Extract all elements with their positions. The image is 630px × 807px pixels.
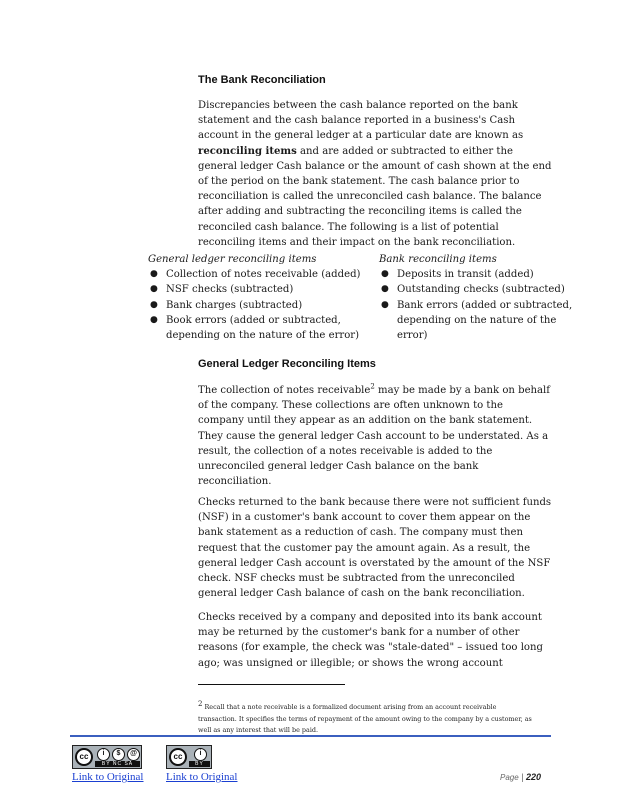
text-line: account in the general ledger at a particular date are known as (198, 130, 524, 142)
bullet-icon: ● (150, 269, 158, 280)
bold-term: reconciling items (198, 145, 297, 157)
text-line: reconciliation. (198, 476, 272, 488)
page-label: Page (500, 773, 519, 782)
bullet-icon: ● (381, 284, 389, 295)
text-line: They cause the general ledger Cash account to be understated. As a (198, 430, 549, 442)
link-to-original-1[interactable]: Link to Original (72, 771, 144, 783)
footnote-ref[interactable]: 2 (370, 382, 375, 391)
text-line: general ledger Cash account is overstated by the amount of the NSF (198, 557, 551, 569)
text-line: of the company. These collections are often unknown to the (198, 400, 503, 412)
list-item-text: Book errors (added or subtracted, (166, 314, 341, 326)
section-heading-gl-reconciling-items: General Ledger Reconciling Items (198, 358, 376, 370)
page-separator: | (518, 772, 527, 782)
list-item-text: Outstanding checks (subtracted) (397, 284, 565, 296)
text-fragment: and are added or subtracted to either the (296, 145, 513, 157)
bullet-list (148, 267, 363, 343)
footnote-separator (198, 684, 345, 685)
text-line (198, 383, 576, 398)
list-item (379, 282, 579, 297)
list-item (148, 267, 363, 282)
text-line (198, 144, 576, 159)
bullet-list (379, 267, 579, 343)
text-fragment: Recall that a note receivable is a formalized document arising from an account receivable (202, 703, 497, 711)
text-line: Discrepancies between the cash balance reported on the bank (198, 100, 518, 111)
sharealike-icon: @ (127, 748, 140, 761)
list-item-text: Bank charges (subtracted) (166, 299, 303, 311)
bullet-icon: ● (150, 314, 158, 325)
text-line: of the period on the bank statement. The cash balance prior to (198, 176, 520, 188)
nsf-checks-paragraph (198, 495, 576, 601)
bullet-icon: ● (381, 299, 389, 310)
column-title: General ledger reconciling items (148, 254, 317, 265)
list-item (148, 282, 363, 297)
noncommercial-icon: $ (112, 748, 125, 761)
cc-logo-icon: cc (169, 748, 187, 766)
bullet-icon: ● (381, 269, 389, 280)
cc-logo-icon: cc (75, 748, 93, 766)
text-fragment: The collection of notes receivable (198, 385, 371, 396)
bullet-icon: ● (150, 284, 158, 295)
text-line: Checks received by a company and deposited into its bank account (198, 612, 542, 623)
text-line: transaction. It specifies the terms of repayment of the amount owing to the company by a customer, as (198, 714, 532, 723)
cc-by-badge-icon[interactable] (166, 745, 212, 769)
text-line: general ledger Cash balance or the amount of cash shown at the end (198, 160, 552, 172)
attribution-icon: i (194, 748, 207, 761)
section-heading-bank-reconciliation: The Bank Reconciliation (198, 74, 326, 86)
text-line: company until they appear as an addition on the bank statement. (198, 415, 533, 427)
text-line: Checks returned to the bank because there were not sufficient funds (198, 497, 552, 508)
text-line: reasons (for example, the check was "stale-dated" – issued too long (198, 642, 543, 654)
text-line: request that the customer pay the amount again. As a result, the (198, 542, 531, 554)
text-line: result, the collection of a notes receivable is added to the (198, 445, 493, 457)
footer-divider (70, 735, 551, 737)
page-number-value: 220 (526, 772, 542, 782)
list-item-text: error) (397, 330, 428, 342)
bullet-icon: ● (150, 299, 158, 310)
text-line: statement and the cash balance reported in a business's Cash (198, 115, 515, 127)
text-line: reconciliation is called the unreconciled cash balance. The balance (198, 191, 542, 203)
text-line: well as any interest that will be paid. (198, 726, 318, 734)
list-item-text: Collection of notes receivable (added) (166, 269, 361, 281)
text-line: reconciling items and their impact on the bank reconciliation. (198, 236, 516, 248)
cc-by-nc-sa-badge-icon[interactable] (72, 745, 142, 769)
link-to-original-2[interactable]: Link to Original (166, 771, 238, 783)
list-item-text: NSF checks (subtracted) (166, 284, 294, 296)
page-number (500, 772, 541, 782)
footnote (198, 699, 568, 737)
list-item (379, 298, 579, 344)
returned-checks-paragraph (198, 610, 576, 671)
list-item-text: depending on the nature of the (397, 314, 557, 326)
list-item-text: Deposits in transit (added) (397, 269, 534, 281)
notes-receivable-paragraph (198, 383, 576, 489)
text-line: bank statement as a reduction of cash. The company must then (198, 527, 523, 539)
text-line: reconciled cash balance. The following is a list of potential (198, 221, 499, 233)
text-fragment: may be made by a bank on behalf (374, 385, 551, 396)
text-line: may be returned by the customer's bank for a number of other (198, 627, 520, 639)
footnote-number: 2 (198, 699, 203, 708)
text-line: unreconciled general ledger Cash balance on the bank (198, 461, 479, 473)
text-line: (NSF) in a customer's bank account to cover them appear on the (198, 512, 531, 524)
list-item-text: depending on the nature of the error) (166, 330, 360, 342)
list-item (379, 267, 579, 282)
text-line: ago; was unsigned or illegible; or shows the wrong account (198, 657, 503, 669)
text-line: general ledger Cash balance of cash on the bank reconciliation. (198, 588, 525, 600)
list-item-text: Bank errors (added or subtracted, (397, 299, 573, 311)
bank-items-column (379, 252, 579, 343)
column-title: Bank reconciling items (379, 254, 497, 265)
general-ledger-items-column (148, 252, 363, 343)
license-strip: BY (189, 761, 210, 767)
attribution-icon: i (97, 748, 110, 761)
intro-paragraph (198, 98, 576, 250)
text-line: check. NSF checks must be subtracted from the unreconciled (198, 573, 515, 585)
text-line: after adding and subtracting the reconciling items is called the (198, 206, 522, 218)
list-item (148, 298, 363, 313)
list-item (148, 313, 363, 343)
text-line (198, 699, 568, 714)
license-strip: BY NC SA (95, 761, 140, 767)
